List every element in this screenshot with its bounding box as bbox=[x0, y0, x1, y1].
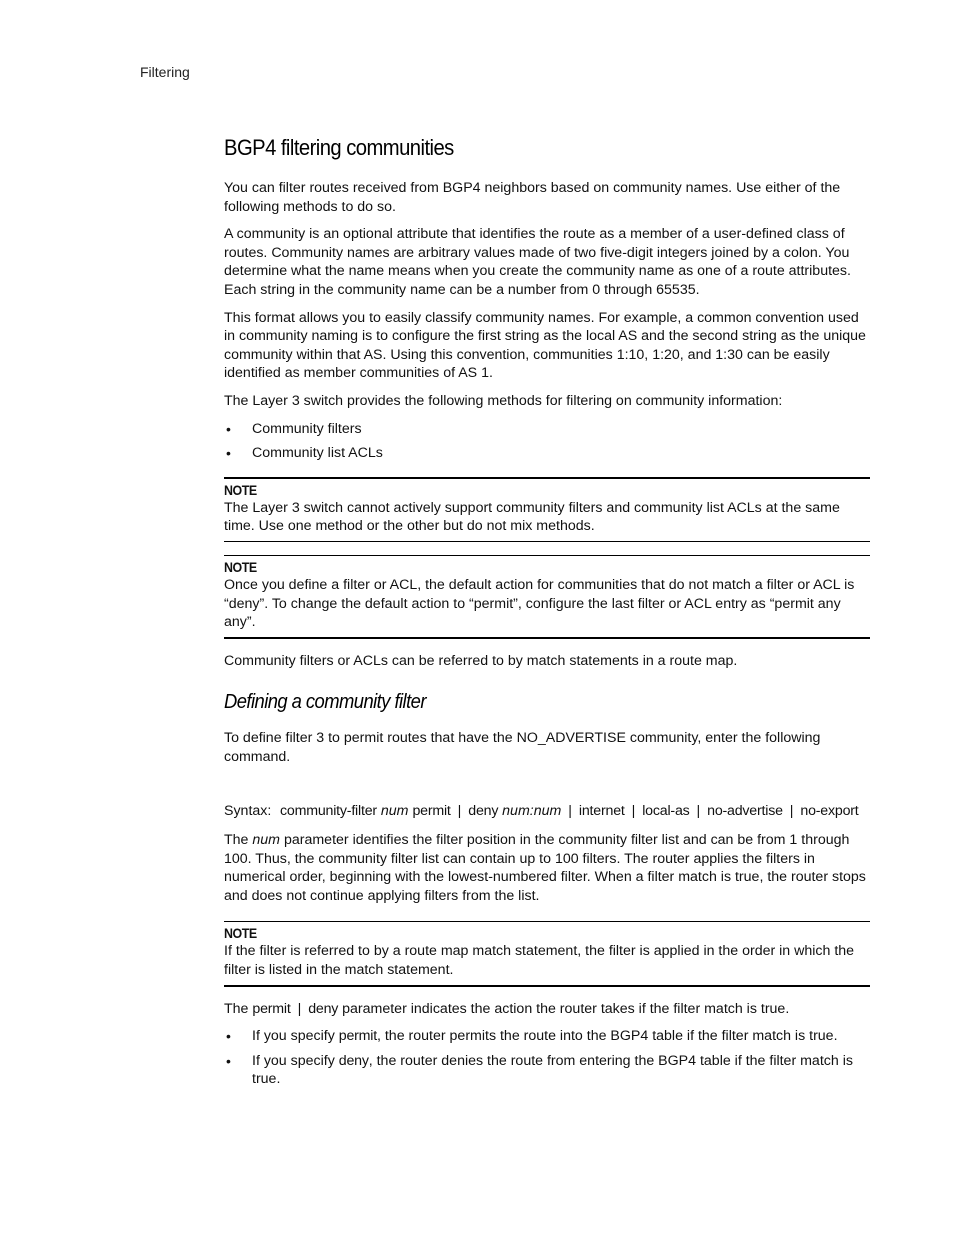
list-item: • Community list ACLs bbox=[226, 445, 383, 462]
num-paragraph: The num parameter identifies the filter position in the community filter list and can be from 1 through 100. Thus, the community filter list can contain up to 100 filters. The router applies the filters in numerical order, beginning with the lowest-numbered filter. When a filter match is true, the router stops and does not continue applying filters from the list. bbox=[224, 832, 866, 904]
note-label: NOTE bbox=[224, 482, 257, 498]
note-box bbox=[224, 477, 870, 542]
intro-paragraph-3: This format allows you to easily classify community names. For example, a common convention used in community naming is to configure the first string as the local AS and the second string as the unique community within that AS. Using this convention, communities 1:10, 1:20, and 1:30 can be easily identified as member communities of AS 1. bbox=[224, 309, 866, 382]
note-label: NOTE bbox=[224, 559, 257, 575]
bullet-icon: • bbox=[226, 1028, 231, 1045]
syntax-label: Syntax: bbox=[224, 803, 272, 820]
list-item: • If you specify deny, the router denies the route from entering the BGP4 table if the filter match is true. bbox=[226, 1052, 853, 1088]
bullet-icon: • bbox=[226, 445, 231, 462]
bullet-icon: • bbox=[226, 420, 231, 437]
note-box bbox=[224, 555, 870, 639]
permit-deny-paragraph: The permit | deny parameter indicates the action the router takes if the filter match is true. bbox=[224, 1000, 790, 1017]
running-header: Filtering bbox=[140, 64, 190, 80]
list-item: • Community filters bbox=[226, 420, 362, 437]
intro-paragraph-2: A community is an optional attribute that identifies the route as a member of a user-defined class of routes. Community names are arbitrary values made of two five-digit integers joined by a colon. You determine what the name means when you create the community name as one of a route attributes. Each string in the community name can be a number from 0 through 65535. bbox=[224, 226, 851, 298]
subsection-title: Defining a community filter bbox=[224, 691, 426, 714]
syntax-block bbox=[224, 802, 870, 821]
note-label: NOTE bbox=[224, 926, 257, 942]
bullet-icon: • bbox=[226, 1052, 231, 1069]
intro-paragraph-4: The Layer 3 switch provides the following methods for filtering on community information: bbox=[224, 392, 783, 409]
intro-paragraph-1: You can filter routes received from BGP4 neighbors based on community names. Use either of the following methods to do so. bbox=[224, 180, 841, 215]
define-paragraph: To define filter 3 to permit routes that have the NO_ADVERTISE community, enter the following command. bbox=[224, 730, 821, 765]
note-text: The Layer 3 switch cannot actively support community filters and community list ACLs at the same time. Use one method or the other but do not mix methods. bbox=[224, 499, 840, 535]
note-text: If the filter is referred to by a route map match statement, the filter is applied in the order in which the filter is listed in the match statement. bbox=[224, 943, 855, 979]
methods-list bbox=[224, 420, 870, 463]
section-title: BGP4 filtering communities bbox=[224, 135, 454, 160]
note-box bbox=[224, 921, 870, 986]
after-notes-paragraph: Community filters or ACLs can be referred to by match statements in a route map. bbox=[224, 652, 738, 669]
list-item: • If you specify permit, the router permits the route into the BGP4 table if the filter match is true. bbox=[226, 1028, 838, 1045]
syntax-text: community-filter num permit | deny num:num | internet | local-as | no-advertise | no-export bbox=[280, 803, 859, 820]
document-body bbox=[224, 130, 870, 1103]
note-text: Once you define a filter or ACL, the default action for communities that do not match a filter or ACL is “deny”. To change the default action to “permit”, configure the last filter or ACL entry as “permit any any”. bbox=[224, 576, 855, 631]
actions-list bbox=[224, 1027, 870, 1089]
